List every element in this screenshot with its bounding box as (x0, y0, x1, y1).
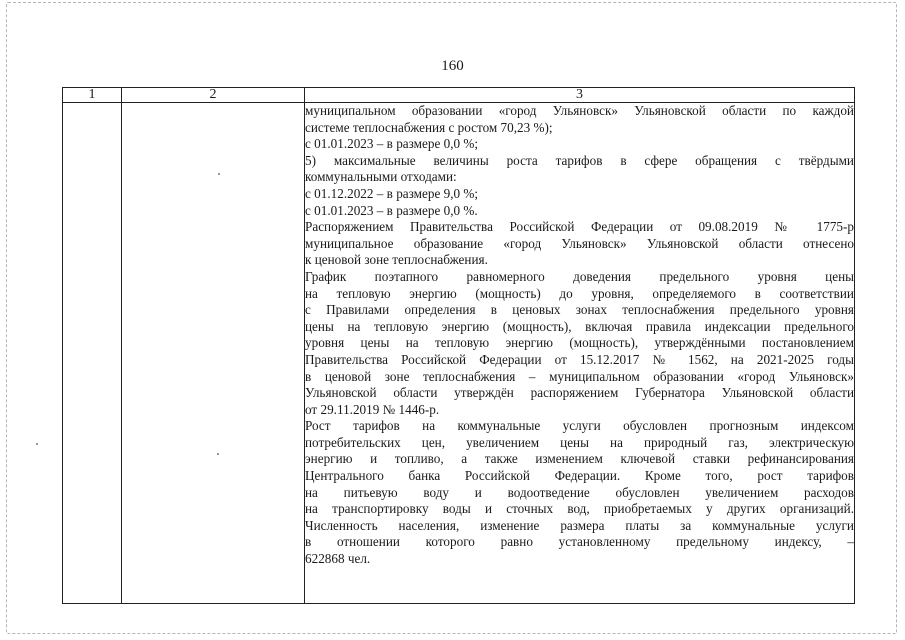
text-line: энергию и топливо, а также изменением ключевой ставки рефинансирования (305, 451, 854, 467)
column-3-cell (305, 103, 855, 604)
column-header-3: 3 (305, 88, 855, 103)
text-line: уровня цены на тепловую энергию (мощность), утверждёнными постановлением (305, 335, 854, 351)
document-table (62, 87, 855, 604)
text-line: в отношении которого равно установленному предельному индексу, – (305, 534, 854, 550)
text-line: муниципальном образовании «город Ульяновск» Ульяновской области по каждой (305, 103, 854, 118)
text-line: Распоряжением Правительства Российской Федерации от 09.08.2019 № 1775-р (305, 219, 854, 235)
text-line: системе теплоснабжения с ростом 70,23 %); (305, 119, 553, 135)
scan-speck (218, 173, 220, 175)
text-line: цены на тепловую энергию (мощность), включая правила индексации предельного (305, 318, 854, 334)
text-line: с 01.01.2023 – в размере 0,0 %; (305, 136, 479, 152)
text-line: на транспортировку воды и сточных вод, приобретаемых у других организаций. (305, 501, 854, 517)
text-line: 622868 чел. (305, 551, 371, 567)
column-3-text (305, 103, 854, 568)
text-line: с 01.12.2022 – в размере 9,0 %; (305, 185, 479, 201)
column-2-cell (122, 103, 305, 604)
page-number: 160 (441, 58, 464, 74)
column-1-cell (63, 103, 122, 604)
scan-speck (36, 443, 38, 445)
text-line: Центрального банка Российской Федерации. Кроме того, рост тарифов (305, 468, 854, 484)
text-line: потребительских цен, увеличением цены на природный газ, электрическую (305, 434, 854, 450)
text-line: на тепловую энергию (мощность) до уровня, определяемого в соответствии (305, 285, 854, 301)
text-line: от 29.11.2019 № 1446-р. (305, 401, 440, 417)
table-body-row (63, 103, 855, 604)
text-line: муниципальное образование «город Ульяновск» Ульяновской области отнесено (305, 235, 854, 251)
column-header-2: 2 (122, 88, 305, 103)
text-line: коммунальными отходами: (305, 169, 457, 185)
text-line: с Правилами определения в ценовых зонах теплоснабжения предельного уровня (305, 302, 854, 318)
text-line: на питьевую воду и водоотведение обусловлен увеличением расходов (305, 484, 854, 500)
column-header-1: 1 (63, 88, 122, 103)
text-line: к ценовой зоне теплоснабжения. (305, 252, 488, 268)
text-line: Правительства Российской Федерации от 15.12.2017 № 1562, на 2021-2025 годы (305, 351, 854, 367)
text-line: Численность населения, изменение размера платы за коммунальные услуги (305, 517, 854, 533)
text-line: Рост тарифов на коммунальные услуги обусловлен прогнозным индексом (305, 418, 854, 434)
scan-speck (217, 453, 219, 455)
text-line: с 01.01.2023 – в размере 0,0 %. (305, 202, 478, 218)
text-line: 5) максимальные величины роста тарифов в сфере обращения с твёрдыми (305, 152, 854, 168)
text-line: График поэтапного равномерного доведения предельного уровня цены (305, 268, 854, 284)
text-line: в ценовой зоне теплоснабжения – муниципальном образовании «город Ульяновск» (305, 368, 854, 384)
table-header-row (63, 88, 855, 103)
text-line: Ульяновской области утверждён распоряжением Губернатора Ульяновской области (305, 385, 854, 401)
